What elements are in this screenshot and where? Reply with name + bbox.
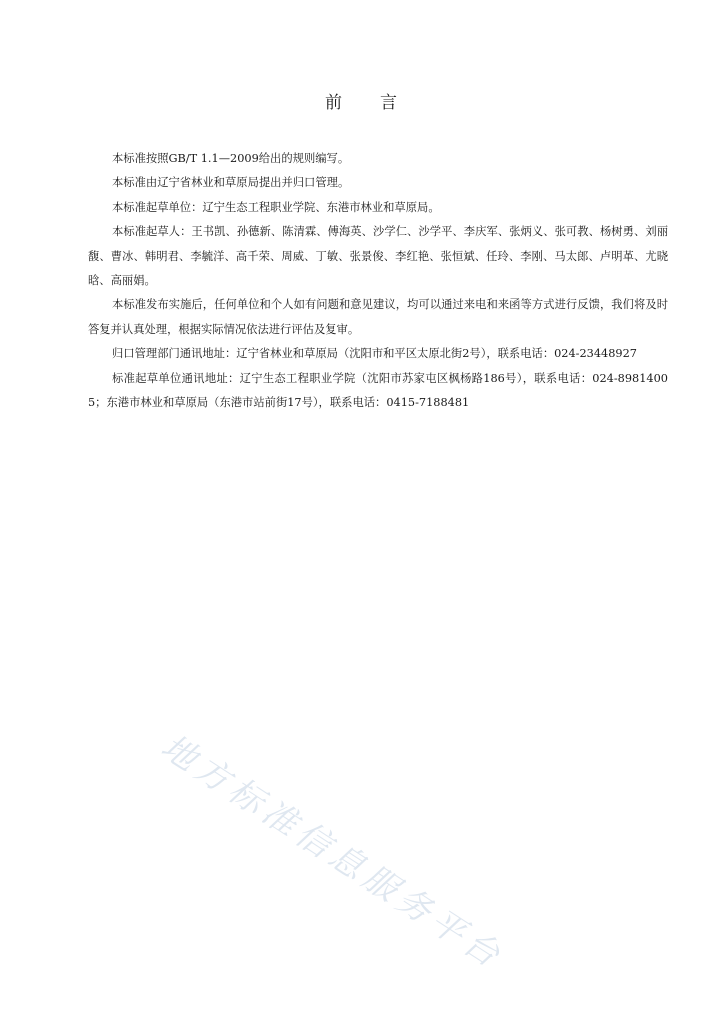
title-char-1: 前 (325, 93, 344, 113)
paragraph-drafters: 本标准起草人：王书凯、孙德新、陈清霖、傅海英、沙学仁、沙学平、李庆军、张炳义、张可教、杨树勇、刘丽馥、曹冰、韩明君、李毓洋、高千荣、周威、丁敏、张景俊、李红艳、张恒斌、任玲、李刚、马太郎、卢明革、尤晓晗、高丽娟。 (88, 225, 668, 288)
paragraph-feedback: 本标准发布实施后，任何单位和个人如有问题和意见建议，均可以通过来电和来函等方式进行反馈，我们将及时答复并认真处理，根据实际情况依法进行评估及复审。 (88, 298, 668, 336)
paragraph-proposer: 本标准由辽宁省林业和草原局提出并归口管理。 (112, 176, 350, 190)
paragraph-drafting-units: 本标准起草单位：辽宁生态工程职业学院、东港市林业和草原局。 (112, 200, 440, 214)
paragraph-drafter-address: 标准起草单位通讯地址：辽宁生态工程职业学院（沈阳市苏家屯区枫杨路186号），联系电话：024-89814005；东港市林业和草原局（东港市站前街17号），联系电话：0415-7188481 (88, 371, 668, 410)
paragraph-drafting-rules: 本标准按照GB/T 1.1—2009给出的规则编写。 (112, 152, 350, 165)
page-title (0, 88, 724, 113)
watermark: 地方标准信息服务平台 (153, 726, 512, 979)
preface-body (88, 147, 668, 415)
title-char-2: 言 (380, 93, 399, 113)
paragraph-admin-address: 归口管理部门通讯地址：辽宁省林业和草原局（沈阳市和平区太原北街2号），联系电话：024-23448927 (112, 347, 637, 361)
